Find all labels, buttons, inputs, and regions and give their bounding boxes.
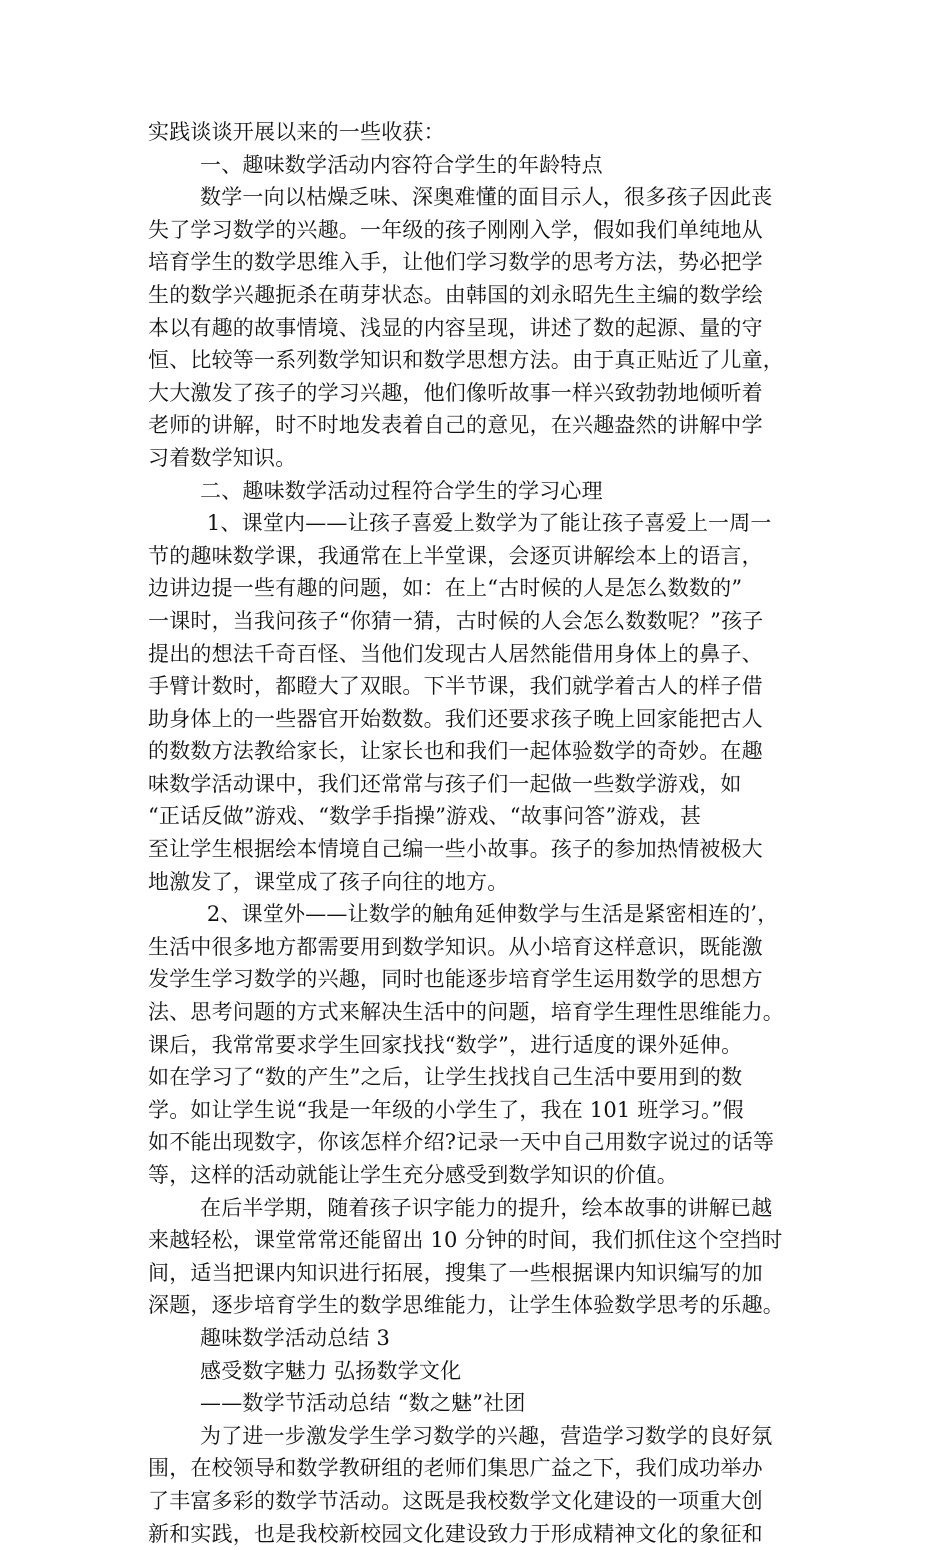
text-line: 学。如让学生说“我是一年级的小学生了，我在 101 班学习。”假 [148, 1097, 744, 1122]
text-line: 味数学活动课中，我们还常常与孩子们一起做一些数学游戏，如 [148, 771, 742, 796]
text-line: 发学生学习数学的兴趣，同时也能逐步培育学生运用数学的思想方 [148, 967, 763, 992]
text-line: 等，这样的活动就能让学生充分感受到数学知识的价值。 [148, 1163, 678, 1187]
text-line: 手臂计数时，都瞪大了双眼。下半节课，我们就学着古人的样子借 [148, 674, 763, 699]
text-line: 趣味数学活动总结 3 [200, 1325, 391, 1350]
text-line: 数学一向以枯燥乏味、深奥难懂的面目示人，很多孩子因此丧 [200, 185, 773, 210]
text-line: 边讲边提一些有趣的问题，如：在上“古时候的人是怎么数数的” [148, 576, 743, 601]
document-body [148, 116, 808, 1550]
text-line: 生的数学兴趣扼杀在萌芽状态。由韩国的刘永昭先生主编的数学绘 [148, 282, 763, 307]
text-line: 间，适当把课内知识进行拓展，搜集了一些根据课内知识编写的加 [148, 1260, 763, 1285]
text-line: 老师的讲解，时不时地发表着自己的意见，在兴趣盎然的讲解中学 [148, 413, 763, 438]
text-line: 一、趣味数学活动内容符合学生的年龄特点 [200, 152, 603, 177]
text-line: 了丰富多彩的数学节活动。这既是我校数学文化建设的一项重大创 [148, 1488, 763, 1513]
text-line: 2、课堂外——让数学的触角延伸数学与生活是紧密相连的’， [200, 902, 779, 927]
text-line: 失了学习数学的兴趣。一年级的孩子刚刚入学，假如我们单纯地从 [148, 217, 763, 242]
text-line: 在后半学期，随着孩子识字能力的提升，绘本故事的讲解已越 [200, 1195, 773, 1220]
text-line: 二、趣味数学活动过程符合学生的学习心理 [200, 478, 603, 503]
text-line: 实践谈谈开展以来的一些收获： [148, 120, 445, 144]
text-line: 本以有趣的故事情境、浅显的内容呈现，讲述了数的起源、量的守 [148, 315, 763, 340]
text-line: 课后，我常常要求学生回家找找“数学”，进行适度的课外延伸。 [148, 1032, 743, 1057]
text-line: 至让学生根据绘本情境自己编一些小故事。孩子的参加热情被极大 [148, 837, 763, 862]
text-line: 恒、比较等一系列数学知识和数学思想方法。由于真正贴近了儿童， [148, 348, 784, 373]
text-line: 助身体上的一些器官开始数数。我们还要求孩子晚上回家能把古人 [148, 706, 763, 731]
text-line: 深题，逐步培育学生的数学思维能力，让学生体验数学思考的乐趣。 [148, 1293, 784, 1318]
text-line: 培育学生的数学思维入手，让他们学习数学的思考方法，势必把学 [148, 250, 763, 275]
text-line: 的数数方法教给家长，让家长也和我们一起体验数学的奇妙。在趣 [148, 739, 763, 764]
text-line: 如不能出现数字，你该怎样介绍?记录一天中自己用数字说过的话等 [148, 1130, 775, 1155]
text-line: 法、思考问题的方式来解决生活中的问题，培育学生理性思维能力。 [148, 1000, 784, 1025]
text-line: 生活中很多地方都需要用到数学知识。从小培育这样意识，既能激 [148, 934, 763, 959]
text-line: 地激发了，课堂成了孩子向往的地方。 [148, 869, 509, 894]
text-line: 围，在校领导和数学教研组的老师们集思广益之下，我们成功举办 [148, 1456, 763, 1481]
text-line: “正话反做”游戏、“数学手指操”游戏、“故事问答”游戏，甚 [148, 804, 702, 829]
text-line: 节的趣味数学课，我通常在上半堂课，会逐页讲解绘本上的语言， [148, 543, 763, 568]
text-line: 如在学习了“数的产生”之后，让学生找找自己生活中要用到的数 [148, 1065, 743, 1090]
text-line: 提出的想法千奇百怪、当他们发现古人居然能借用身体上的鼻子、 [148, 641, 763, 666]
text-line: 1、课堂内——让孩子喜爱上数学为了能让孩子喜爱上一周一 [200, 511, 772, 536]
text-line: 来越轻松，课堂常常还能留出 10 分钟的时间，我们抓住这个空挡时 [148, 1228, 783, 1253]
text-line: 习着数学知识。 [148, 445, 297, 470]
text-line: 感受数字魅力 弘扬数学文化 [200, 1358, 462, 1383]
text-line: 大大激发了孩子的学习兴趣，他们像听故事一样兴致勃勃地倾听着 [148, 380, 763, 405]
text-line: 一课时，当我问孩子“你猜一猜，古时候的人会怎么数数呢？”孩子 [148, 608, 764, 633]
text-line: ——数学节活动总结 “数之魅”社团 [200, 1391, 526, 1416]
text-line: 新和实践，也是我校新校园文化建设致力于形成精神文化的象征和 [148, 1521, 763, 1546]
text-line: 为了进一步激发学生学习数学的兴趣，营造学习数学的良好氛 [200, 1423, 773, 1448]
